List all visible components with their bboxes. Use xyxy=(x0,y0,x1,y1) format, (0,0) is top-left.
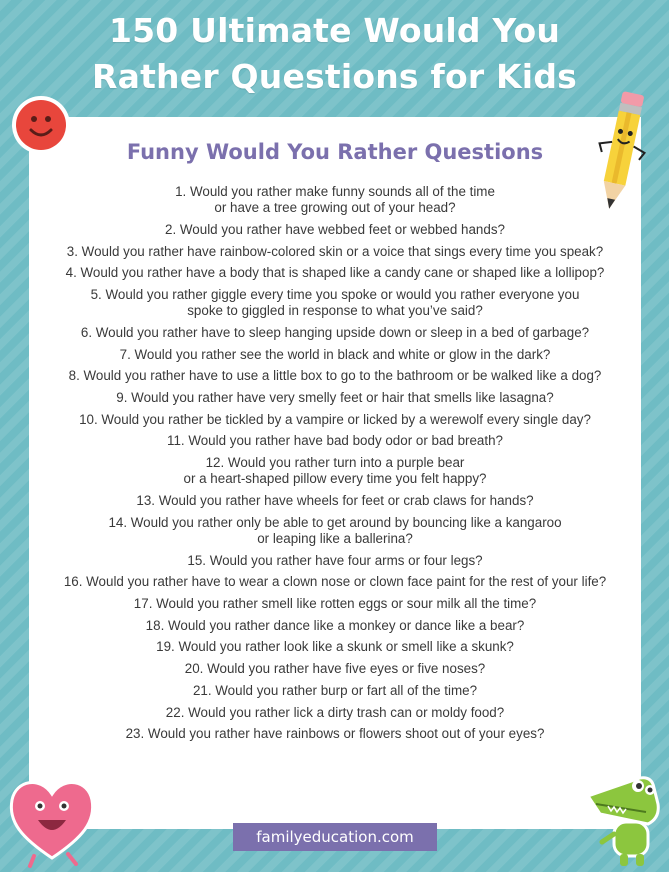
question-line: 5. Would you rather giggle every time you spoke or would you rather everyone you xyxy=(90,287,580,303)
question-line: 10. Would you rather be tickled by a vampire or licked by a werewolf every single day? xyxy=(79,411,591,427)
question-line: 16. Would you rather have to wear a clown nose or clown face paint for the rest of your life? xyxy=(63,574,607,590)
question-item xyxy=(29,368,641,384)
question-line: spoke to giggled in response to what you’ve said? xyxy=(187,303,483,319)
question-item xyxy=(29,347,641,363)
question-item xyxy=(29,661,641,677)
question-line: 21. Would you rather burp or fart all of the time? xyxy=(192,682,478,698)
crocodile-character-icon xyxy=(580,774,666,870)
question-line: 13. Would you rather have wheels for feet or crab claws for hands? xyxy=(136,493,534,509)
question-line: 18. Would you rather dance like a monkey or dance like a bear? xyxy=(145,617,525,633)
question-line: 20. Would you rather have five eyes or five noses? xyxy=(184,661,486,677)
question-line: 6. Would you rather have to sleep hanging upside down or sleep in a bed of garbage? xyxy=(80,324,590,340)
question-item xyxy=(29,184,641,216)
section-heading: Funny Would You Rather Questions xyxy=(126,140,544,164)
question-line: or a heart-shaped pillow every time you felt happy? xyxy=(183,471,487,487)
question-line: 17. Would you rather smell like rotten eggs or sour milk all the time? xyxy=(133,596,537,612)
question-item xyxy=(29,287,641,319)
question-line: or leaping like a ballerina? xyxy=(257,530,413,546)
heart-character-icon xyxy=(2,766,102,870)
question-item xyxy=(29,726,641,742)
question-line: 22. Would you rather lick a dirty trash can or moldy food? xyxy=(165,704,505,720)
question-item xyxy=(29,705,641,721)
question-line: 11. Would you rather have bad body odor or bad breath? xyxy=(167,433,503,449)
question-line: 9. Would you rather have very smelly feet or hair that smells like lasagna? xyxy=(116,390,554,406)
question-item xyxy=(29,683,641,699)
question-line: 8. Would you rather have to use a little box to go to the bathroom or be walked like a dog? xyxy=(68,368,602,384)
question-line: 12. Would you rather turn into a purple bear xyxy=(205,455,465,471)
question-item xyxy=(29,222,641,238)
question-item xyxy=(29,265,641,281)
question-item xyxy=(29,433,641,449)
question-item xyxy=(29,574,641,590)
page-title-line-2: Rather Questions for Kids xyxy=(92,57,577,96)
question-line: 15. Would you rather have four arms or four legs? xyxy=(187,552,483,568)
question-item xyxy=(29,639,641,655)
question-line: 1. Would you rather make funny sounds all of the time xyxy=(175,184,495,199)
question-item xyxy=(29,553,641,569)
question-item xyxy=(29,515,641,547)
question-line: 7. Would you rather see the world in black and white or glow in the dark? xyxy=(119,346,551,362)
question-line: 4. Would you rather have a body that is shaped like a candy cane or shaped like a lollipop? xyxy=(65,265,605,281)
question-line: 2. Would you rather have webbed feet or webbed hands? xyxy=(165,221,505,237)
page-title xyxy=(0,8,669,100)
question-line: 19. Would you rather look like a skunk or smell like a skunk? xyxy=(156,639,514,655)
question-item xyxy=(29,493,641,509)
question-item xyxy=(29,412,641,428)
question-item xyxy=(29,596,641,612)
site-badge: familyeducation.com xyxy=(233,823,437,851)
questions-list xyxy=(29,184,641,748)
question-line: 14. Would you rather only be able to get around by bouncing like a kangaroo xyxy=(108,514,562,530)
question-line: 3. Would you rather have rainbow-colored skin or a voice that sings every time you speak? xyxy=(66,243,604,259)
question-item xyxy=(29,455,641,487)
question-line: 23. Would you rather have rainbows or flowers shoot out of your eyes? xyxy=(125,726,545,742)
question-line: or have a tree growing out of your head? xyxy=(214,200,456,216)
question-item xyxy=(29,390,641,406)
question-item xyxy=(29,325,641,341)
question-item xyxy=(29,244,641,260)
question-item xyxy=(29,618,641,634)
page-title-line-1: 150 Ultimate Would You xyxy=(108,11,561,50)
